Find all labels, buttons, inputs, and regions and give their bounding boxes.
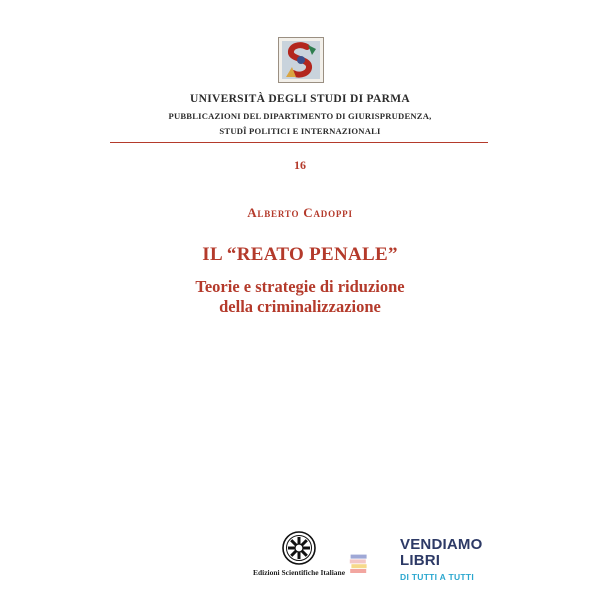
publisher-name: Edizioni Scientifiche Italiane bbox=[252, 568, 346, 577]
series-number: 16 bbox=[294, 158, 306, 172]
author-name: Alberto Cadoppi bbox=[247, 205, 353, 220]
book-subtitle-line-2: della criminalizzazione bbox=[219, 297, 381, 316]
university-emblem-icon bbox=[278, 37, 324, 83]
university-name: UNIVERSITÀ DEGLI STUDI DI PARMA bbox=[190, 93, 410, 105]
department-line-2: STUDÎ POLITICI E INTERNAZIONALI bbox=[219, 126, 381, 136]
book-title: IL “REATO PENALE” bbox=[202, 244, 398, 265]
header-divider bbox=[110, 142, 488, 143]
book-subtitle-line-1: Teorie e strategie di riduzione bbox=[195, 277, 405, 296]
stamp-line-1: VENDIAMO bbox=[400, 536, 483, 553]
stamp-line-2: LIBRI bbox=[400, 552, 441, 569]
department-line-1: PUBBLICAZIONI DEL DIPARTIMENTO DI GIURISPRUDENZA, bbox=[168, 111, 432, 121]
publisher-seal-icon bbox=[282, 531, 316, 565]
stamp-line-3: DI TUTTI A TUTTI bbox=[400, 572, 475, 582]
stacked-books-icon bbox=[349, 535, 397, 595]
